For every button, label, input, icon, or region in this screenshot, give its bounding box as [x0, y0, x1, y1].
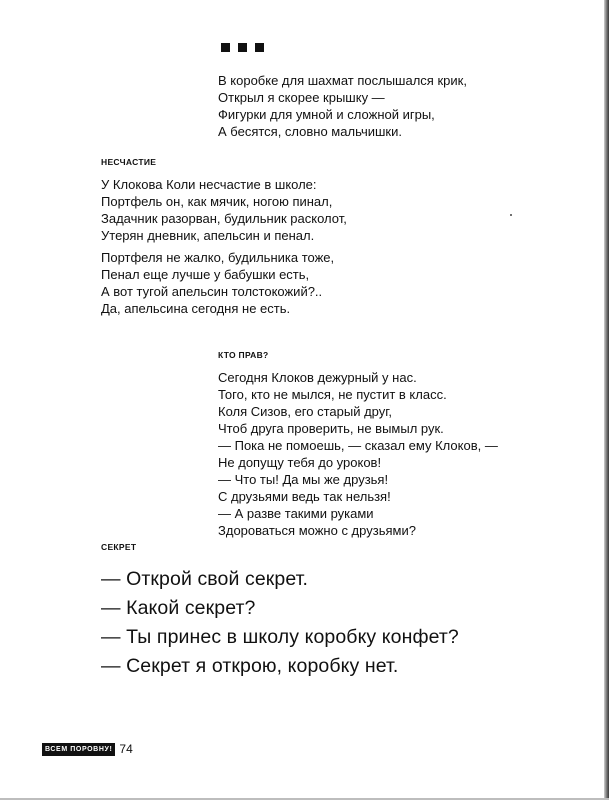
three-squares-icon [221, 43, 264, 52]
page-footer [42, 742, 133, 756]
page-number: 74 [119, 742, 133, 756]
verse-line: — Какой секрет? [101, 597, 256, 619]
verse-line: У Клокова Коли несчастие в школе: [101, 177, 317, 192]
verse-line: Утерян дневник, апельсин и пенал. [101, 228, 315, 243]
poem-title-misfortune: НЕСЧАСТИЕ [101, 157, 157, 167]
verse-line: Здороваться можно с друзьями? [218, 523, 416, 538]
verse-line: Портфеля не жалко, будильника тоже, [101, 250, 335, 265]
verse-line: Не допущу тебя до уроков! [218, 455, 382, 470]
verse-line: — Ты принес в школу коробку конфет? [101, 626, 459, 648]
verse-line: Чтоб друга проверить, не вымыл рук. [218, 421, 444, 436]
verse-line: Фигурки для умной и сложной игры, [218, 107, 435, 122]
square-mark [255, 43, 264, 52]
page-edge-shadow [604, 0, 609, 800]
poem-who-is-right [218, 369, 498, 539]
verse-line: Открыл я скорее крышку — [218, 90, 385, 105]
verse-line: Коля Сизов, его старый друг, [218, 404, 393, 419]
verse-line: Сегодня Клоков дежурный у нас. [218, 370, 417, 385]
verse-line: А бесятся, словно мальчишки. [218, 124, 402, 139]
poem-title-secret: СЕКРЕТ [101, 542, 137, 552]
poem-intro [218, 72, 467, 140]
verse-line: — Открой свой секрет. [101, 568, 309, 590]
verse-line: Того, кто не мылся, не пустит в класс. [218, 387, 447, 402]
verse-line: С друзьями ведь так нельзя! [218, 489, 391, 504]
verse-line: — А разве такими руками [218, 506, 374, 521]
poem-title-who-is-right: КТО ПРАВ? [218, 350, 269, 360]
verse-line: Пенал еще лучше у бабушки есть, [101, 267, 310, 282]
poem-secret [101, 565, 459, 681]
square-mark [238, 43, 247, 52]
square-mark [221, 43, 230, 52]
verse-line: Портфель он, как мячик, ногою пинал, [101, 194, 333, 209]
verse-line: — Что ты! Да мы же друзья! [218, 472, 389, 487]
print-speck [510, 214, 512, 216]
verse-line: — Пока не помоешь, — сказал ему Клоков, — [218, 438, 498, 453]
poem-misfortune-stanza-1 [101, 176, 347, 244]
verse-line: — Секрет я открою, коробку нет. [101, 655, 399, 677]
poem-misfortune-stanza-2 [101, 249, 334, 317]
verse-line: Да, апельсина сегодня не есть. [101, 301, 291, 316]
verse-line: В коробке для шахмат послышался крик, [218, 73, 467, 88]
book-title-label: ВСЕМ ПОРОВНУ! [42, 743, 115, 756]
verse-line: Задачник разорван, будильник расколот, [101, 211, 347, 226]
verse-line: А вот тугой апельсин толстокожий?.. [101, 284, 323, 299]
